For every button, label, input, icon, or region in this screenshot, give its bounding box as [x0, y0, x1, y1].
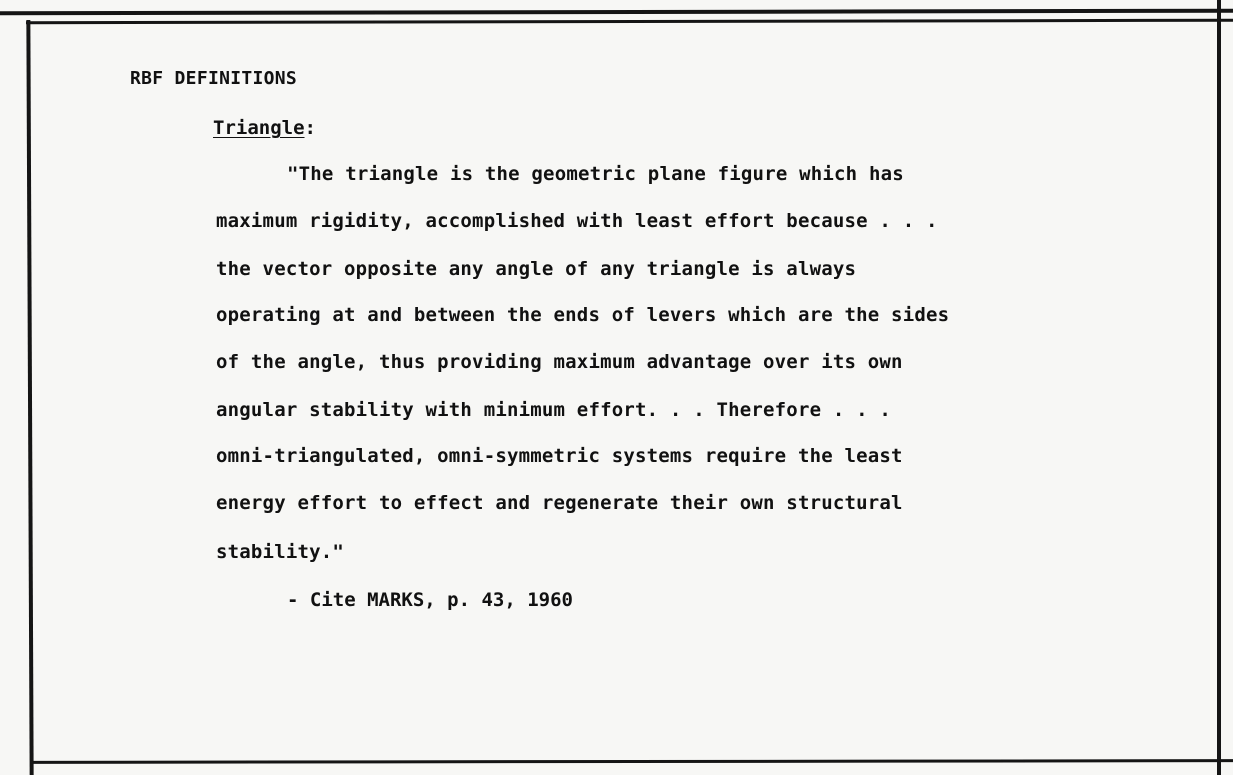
quote-line: angular stability with minimum effort. . . Therefore . . .	[216, 399, 892, 421]
quote-line: maximum rigidity, accomplished with least effort because . . .	[216, 210, 938, 232]
definition-term-label: Triangle	[213, 117, 305, 139]
card-border-top-inner	[26, 19, 1233, 25]
card-border-left	[26, 20, 33, 775]
citation: - Cite MARKS, p. 43, 1960	[287, 589, 573, 611]
definition-term	[213, 117, 316, 139]
card-border-bottom	[30, 759, 1233, 764]
definition-term-colon: :	[304, 117, 316, 139]
quote-line: of the angle, thus providing maximum advantage over its own	[216, 351, 903, 373]
document-heading: RBF DEFINITIONS	[130, 68, 298, 89]
quote-line: stability."	[216, 541, 345, 563]
quote-line: energy effort to effect and regenerate their own structural	[216, 492, 903, 514]
card-border-top-outer	[0, 9, 1233, 16]
quote-line: "The triangle is the geometric plane figure which has	[287, 163, 904, 185]
quote-line: operating at and between the ends of levers which are the sides	[216, 304, 950, 326]
card-border-right	[1217, 0, 1221, 775]
quote-line: the vector opposite any angle of any triangle is always	[216, 258, 857, 280]
quote-line: omni-triangulated, omni-symmetric systems require the least	[216, 445, 903, 467]
